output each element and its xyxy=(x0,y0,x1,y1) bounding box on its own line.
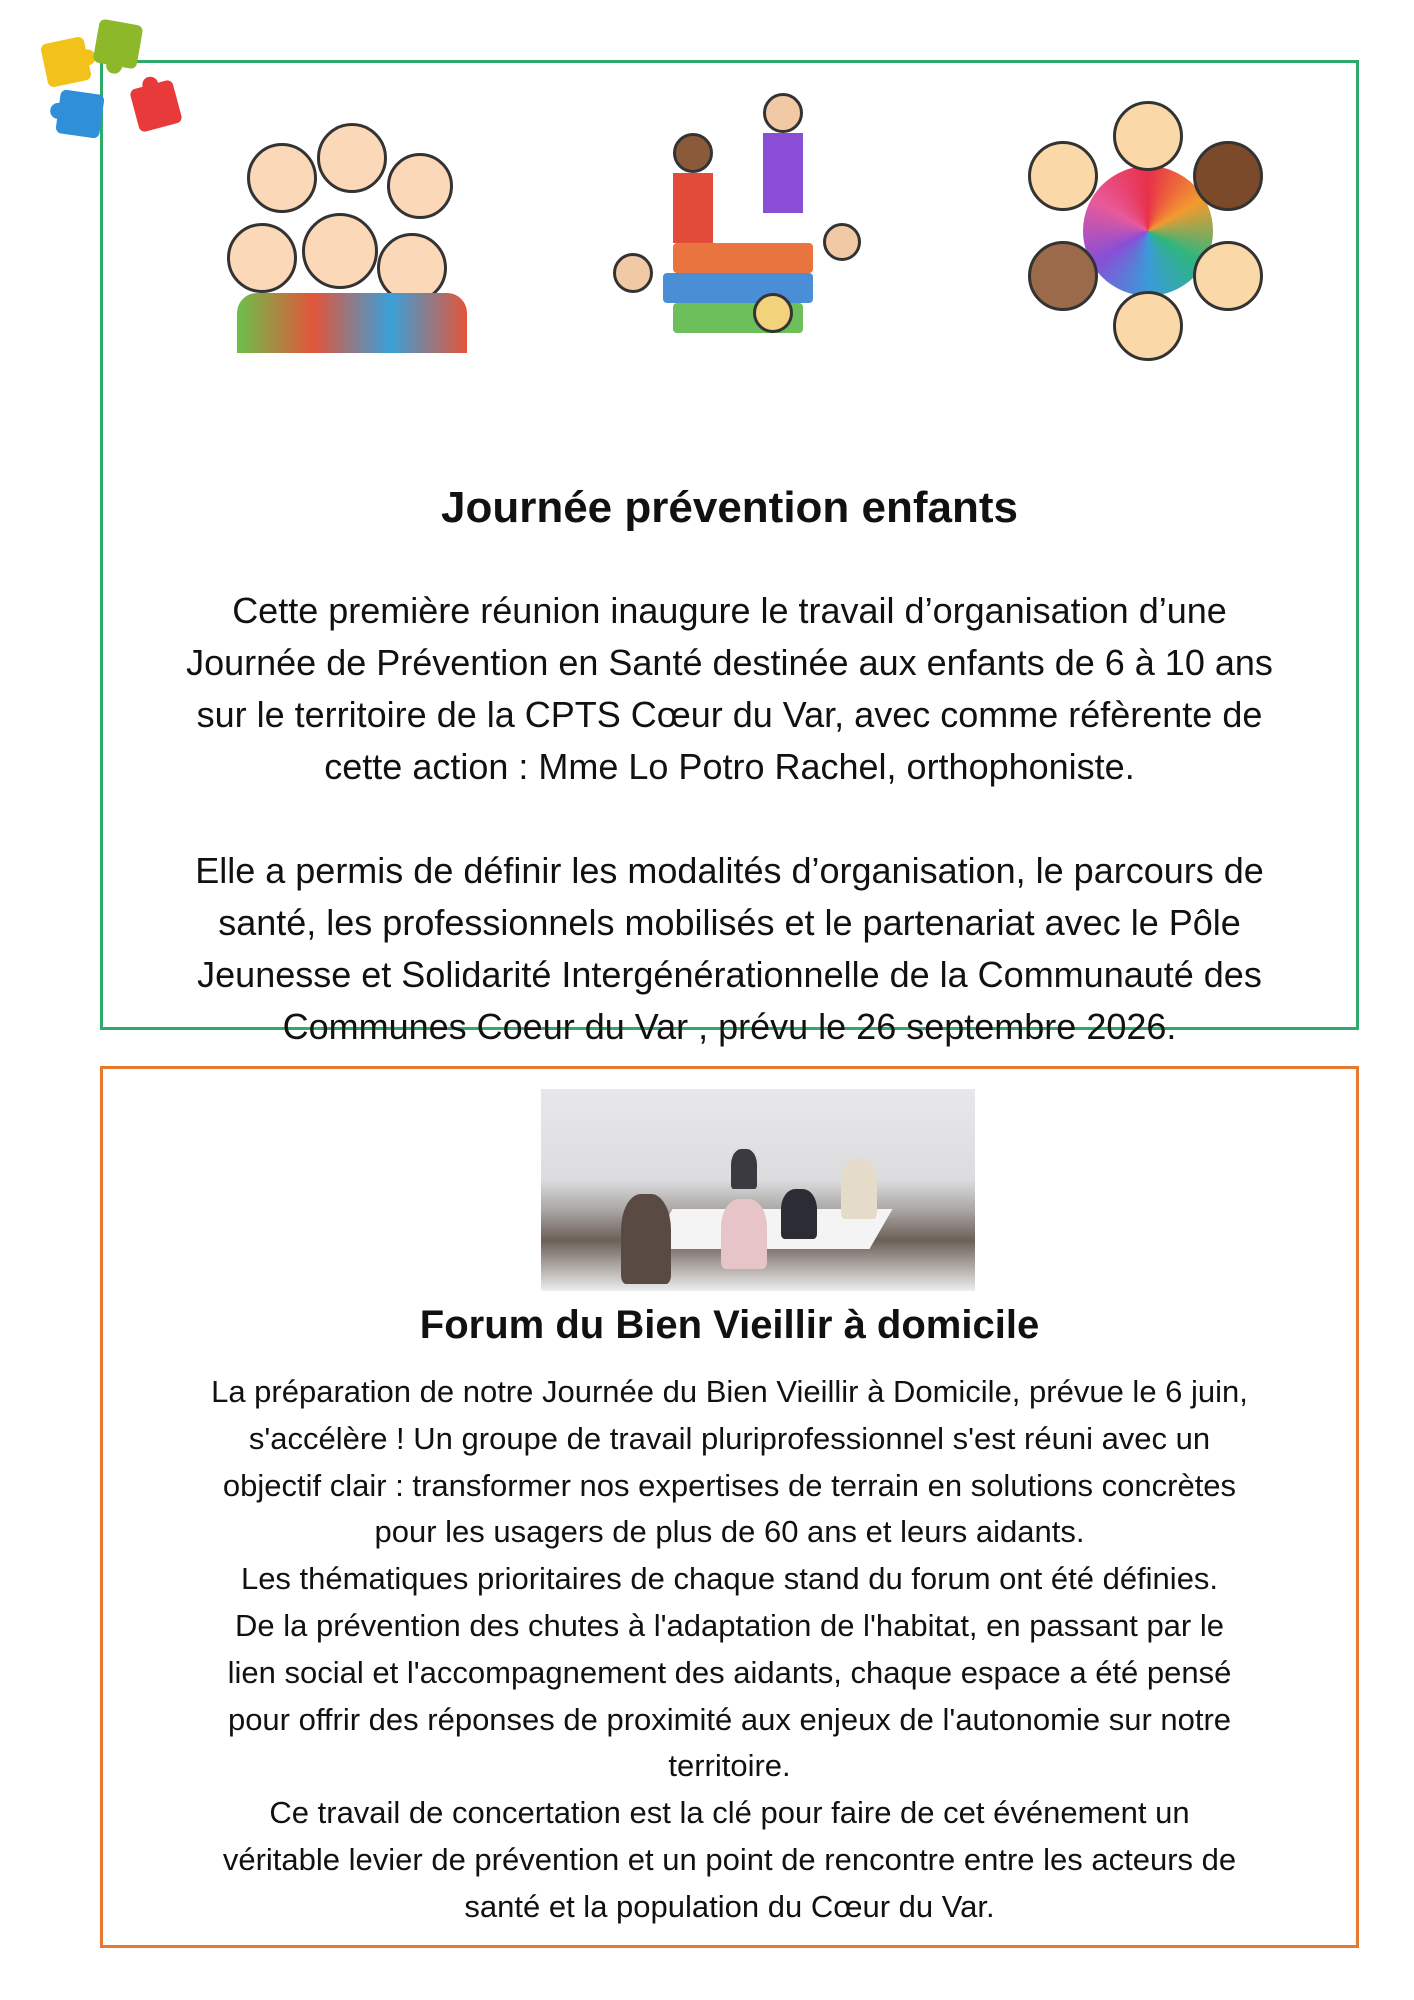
paragraph-line: pour les usagers de plus de 60 ans et leurs aidants. xyxy=(374,1514,1085,1550)
section-title: Journée prévention enfants xyxy=(440,483,1018,532)
paragraph-line: Les thématiques prioritaires de chaque stand du forum ont été définies. xyxy=(240,1561,1219,1597)
blue-puzzle-piece-icon xyxy=(55,89,105,139)
paragraph-line: Ce travail de concertation est la clé pour faire de cet événement un xyxy=(269,1795,1190,1831)
paragraph-line: lien social et l'accompagnement des aidants, chaque espace a été pensé xyxy=(227,1654,1232,1690)
paragraph-line: Jeunesse et Solidarité Intergénérationnelle de la Communauté des xyxy=(197,954,1262,995)
intro-paragraph xyxy=(103,585,1356,793)
details-paragraph xyxy=(103,845,1356,1053)
red-puzzle-piece-icon xyxy=(129,79,183,133)
children-circle-hands-illustration xyxy=(1023,101,1273,366)
paragraph-line: pour offrir des réponses de proximité aux enjeux de l'autonomie sur notre xyxy=(227,1701,1232,1737)
paragraph-line: sur le territoire de la CPTS Cœur du Var, avec comme réfèrente de xyxy=(196,694,1263,735)
paragraph-line: objectif clair : transformer nos expertises de terrain en solutions concrètes xyxy=(222,1467,1237,1503)
paragraph-line: Cette première réunion inaugure le travail d’organisation d’une xyxy=(232,590,1227,631)
puzzle-pieces-logo xyxy=(36,18,196,158)
section-title: Forum du Bien Vieillir à domicile xyxy=(419,1303,1040,1347)
working-group-meeting-photo xyxy=(541,1089,975,1291)
yellow-puzzle-piece-icon xyxy=(40,36,92,88)
paragraph-line: territoire. xyxy=(668,1748,791,1784)
green-puzzle-piece-icon xyxy=(93,19,144,70)
paragraph-line: santé, les professionnels mobilisés et le partenariat avec le Pôle xyxy=(218,902,1241,943)
children-reading-books-illustration xyxy=(573,93,895,373)
section-journee-prevention-enfants xyxy=(100,60,1359,1047)
paragraph-line: La préparation de notre Journée du Bien Vieillir à Domicile, prévue le 6 juin, xyxy=(211,1374,1248,1409)
paragraph-line: véritable levier de prévention et un point de rencontre entre les acteurs de xyxy=(222,1841,1237,1877)
paragraph-line: cette action : Mme Lo Potro Rachel, orthophoniste. xyxy=(324,746,1135,787)
section-forum-bien-vieillir xyxy=(100,1066,1359,1948)
paragraph-line: s'accélère ! Un groupe de travail pluriprofessionnel s'est réuni avec un xyxy=(248,1420,1211,1456)
happy-children-group-illustration xyxy=(207,103,507,368)
paragraph-line: Elle a permis de définir les modalités d’organisation, le parcours de xyxy=(195,850,1264,891)
paragraph-line: Journée de Prévention en Santé destinée aux enfants de 6 à 10 ans xyxy=(186,642,1273,683)
paragraph-line: Communes Coeur du Var , prévu le 26 septembre 2026. xyxy=(282,1006,1177,1047)
paragraph-line: De la prévention des chutes à l'adaptation de l'habitat, en passant par le xyxy=(234,1607,1224,1643)
paragraph-line: santé et la population du Cœur du Var. xyxy=(464,1888,995,1924)
forum-paragraph xyxy=(103,1369,1356,1931)
